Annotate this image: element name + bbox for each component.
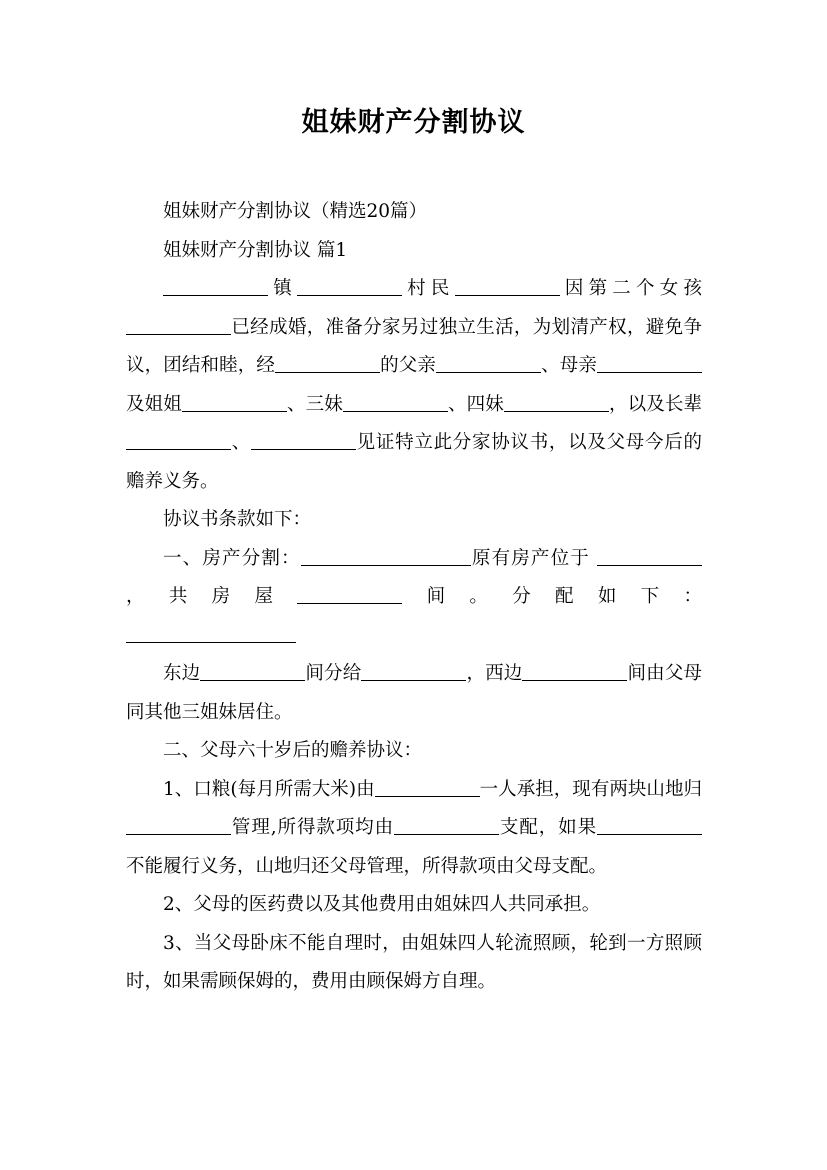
blank-field[interactable] bbox=[361, 662, 466, 682]
intro-text: 见证特立此分家协议书，以及父母今后的赡养义务。 bbox=[126, 432, 702, 492]
item1-text: 支配，如果 bbox=[499, 817, 597, 838]
item-1-paragraph bbox=[126, 771, 702, 887]
blank-field[interactable] bbox=[297, 277, 402, 297]
blank-field[interactable] bbox=[301, 546, 471, 566]
blank-field[interactable] bbox=[522, 662, 627, 682]
item1-text: 1、口粮(每月所需大米)由 bbox=[163, 778, 375, 800]
house-text: ，共房屋 bbox=[126, 586, 298, 607]
ew-text: 东边 bbox=[163, 663, 201, 684]
intro-text: 、三妹 bbox=[286, 393, 343, 415]
terms-heading: 协议书条款如下： bbox=[163, 509, 312, 530]
section-heading: 姐妹财产分割协议 篇1 bbox=[163, 239, 348, 261]
house-text: 原有房产位于 bbox=[470, 547, 590, 569]
ew-text: 间分给 bbox=[305, 663, 362, 684]
blank-field[interactable] bbox=[126, 623, 296, 643]
intro-text: 及姐姐 bbox=[126, 393, 182, 415]
intro-text: 、 bbox=[231, 432, 251, 453]
ew-text: ，西边 bbox=[466, 663, 523, 684]
blank-field[interactable] bbox=[126, 431, 231, 451]
blank-field[interactable] bbox=[163, 277, 268, 297]
blank-field[interactable] bbox=[597, 546, 702, 566]
blank-field[interactable] bbox=[126, 816, 231, 836]
support-heading: 二、父母六十岁后的赡养协议： bbox=[163, 740, 423, 761]
east-west-paragraph bbox=[126, 655, 702, 732]
intro-paragraph bbox=[126, 270, 702, 501]
intro-text: 、四妹 bbox=[447, 393, 504, 415]
blank-field[interactable] bbox=[275, 354, 380, 374]
intro-text: 镇 bbox=[268, 278, 297, 299]
ew-text: 间由父母同其他三姐妹居住。 bbox=[126, 663, 702, 723]
item1-text: 不能履行义务，山地归还父母管理，所得款项由父母支配。 bbox=[126, 855, 608, 877]
item-3-paragraph: 3、当父母卧床不能自理时，由姐妹四人轮流照顾，轮到一方照顾时，如果需顾保姆的，费用由顾保姆方自理。 bbox=[126, 932, 702, 992]
blank-field[interactable] bbox=[394, 816, 499, 836]
house-division-paragraph bbox=[126, 540, 702, 617]
item-2-paragraph: 2、父母的医药费以及其他费用由姐妹四人共同承担。 bbox=[163, 894, 601, 915]
blank-field[interactable] bbox=[375, 777, 480, 797]
intro-text: ，以及长辈 bbox=[608, 393, 702, 415]
subtitle: 姐妹财产分割协议（精选20篇） bbox=[163, 201, 428, 222]
blank-field[interactable] bbox=[182, 392, 287, 412]
blank-field[interactable] bbox=[251, 431, 356, 451]
blank-field[interactable] bbox=[597, 816, 702, 836]
item1-text: 一人承担，现有两块山地归 bbox=[479, 778, 702, 800]
blank-field[interactable] bbox=[504, 392, 609, 412]
blank-field[interactable] bbox=[200, 662, 305, 682]
intro-text: 因第二个女孩 bbox=[559, 278, 702, 299]
blank-field[interactable] bbox=[126, 315, 231, 335]
blank-field[interactable] bbox=[455, 277, 560, 297]
blank-field[interactable] bbox=[597, 354, 702, 374]
document-title: 姐妹财产分割协议 bbox=[301, 107, 526, 138]
intro-text: 村民 bbox=[401, 278, 455, 299]
intro-text: 已经成婚，准备分家另过独立生活，为划清产权，避免争议，团结和睦，经 bbox=[126, 316, 702, 376]
item1-text: 管理,所得款项均由 bbox=[231, 817, 395, 838]
house-text: 一、房产分割： bbox=[163, 547, 301, 569]
blank-field[interactable] bbox=[436, 354, 541, 374]
blank-field[interactable] bbox=[343, 392, 448, 412]
blank-field[interactable] bbox=[297, 585, 402, 605]
intro-text: 、母亲 bbox=[540, 355, 597, 376]
document-body bbox=[126, 193, 702, 1002]
house-text: 间。分配如下： bbox=[402, 586, 702, 607]
house-blank-line bbox=[126, 617, 702, 656]
intro-text: 的父亲 bbox=[379, 355, 436, 376]
